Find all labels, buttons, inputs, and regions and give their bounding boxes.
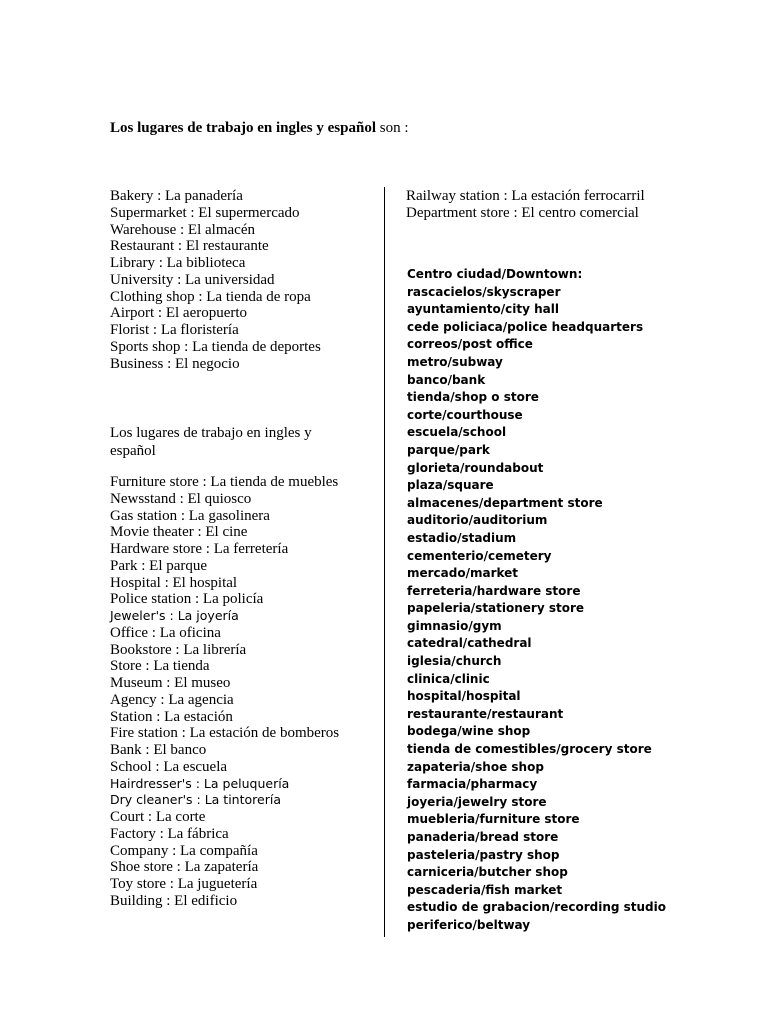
vocab-translation: La peluquería [203, 775, 290, 791]
vocab-item: Bakery : La panadería [110, 188, 243, 204]
vocab-item: Museum : El museo [110, 675, 231, 691]
left-vocab-list-2 [110, 474, 375, 910]
right-vocab-list-top [406, 188, 645, 222]
vocab-item: Shoe store : La zapatería [110, 859, 259, 876]
vocab-item: Park : El parque [110, 557, 208, 574]
vocab-item: clinica/clinic [407, 671, 490, 686]
vocab-item [110, 776, 375, 793]
vocab-item: cede policiaca/police headquarters [407, 319, 644, 334]
vocab-term: Dry cleaner's : [110, 792, 205, 808]
document-heading [110, 120, 409, 137]
vocab-item: auditorio/auditorium [407, 513, 548, 528]
vocab-item: muebleria/furniture store [407, 812, 580, 827]
vocab-item: carniceria/butcher shop [407, 865, 568, 880]
vocab-item: bodega/wine shop [407, 724, 531, 739]
vocab-item: cementerio/cemetery [407, 548, 552, 563]
vocab-item: metro/subway [407, 354, 503, 369]
vocab-item: Bank : El banco [110, 742, 207, 758]
vocab-item: School : La escuela [110, 758, 228, 775]
vocab-item: Agency : La agencia [110, 691, 234, 708]
vocab-item: Library : La biblioteca [110, 255, 246, 271]
vocab-item: corte/courthouse [407, 407, 523, 422]
vocab-item: almacenes/department store [407, 495, 603, 510]
vocab-item: Court : La corte [110, 809, 206, 825]
vocab-item: escuela/school [407, 425, 507, 440]
vocab-item: University : La universidad [110, 271, 275, 288]
vocab-item: iglesia/church [407, 654, 502, 669]
vocab-item: Railway station : La estación ferrocarril [406, 188, 645, 204]
vocab-item: Supermarket : El supermercado [110, 204, 300, 221]
vocab-item: correos/post office [407, 337, 533, 352]
vocab-item: Fire station : La estación de bomberos [110, 725, 340, 742]
vocab-item: joyeria/jewelry store [407, 794, 547, 809]
vocab-item: Centro ciudad/Downtown: [407, 267, 583, 281]
vocab-item: Store : La tienda [110, 658, 210, 675]
vocab-item: Police station : La policía [110, 591, 264, 608]
heading-bold: Los lugares de trabajo en ingles y español [110, 120, 376, 136]
vocab-item: Gas station : La gasolinera [110, 507, 270, 524]
vocab-item: Warehouse : El almacén [110, 221, 255, 238]
vocab-item: zapateria/shoe shop [407, 759, 544, 774]
vocab-item: Factory : La fábrica [110, 825, 229, 842]
vocab-item: ferreteria/hardware store [407, 583, 581, 598]
vocab-item: Newsstand : El quiosco [110, 490, 252, 507]
vocab-item: ayuntamiento/city hall [407, 302, 559, 317]
vocab-item [110, 792, 375, 809]
vocab-item: tienda/shop o store [407, 390, 539, 405]
column-divider [384, 187, 385, 937]
vocab-item: estudio de grabacion/recording studio [407, 900, 666, 915]
vocab-item: Department store : El centro comercial [406, 205, 639, 221]
vocab-item: pescaderia/fish market [407, 882, 563, 897]
vocab-item: farmacia/pharmacy [407, 777, 538, 792]
vocab-item: Bookstore : La librería [110, 641, 247, 658]
vocab-item: mercado/market [407, 566, 519, 581]
vocab-term: Hairdresser's : [110, 775, 204, 791]
vocab-item: Sports shop : La tienda de deportes [110, 338, 321, 355]
vocab-item: estadio/stadium [407, 530, 517, 545]
vocab-item: Station : La estación [110, 708, 233, 725]
left-vocab-list-1 [110, 188, 375, 372]
vocab-item: Business : El negocio [110, 355, 240, 372]
vocab-item: Furniture store : La tienda de muebles [110, 474, 339, 490]
vocab-item: glorieta/roundabout [407, 460, 544, 475]
vocab-item: Company : La compañía [110, 842, 258, 859]
vocab-item: Jeweler's : La joyería [110, 608, 239, 623]
vocab-item: parque/park [407, 442, 490, 457]
vocab-item: banco/bank [407, 372, 486, 387]
vocab-item: Hospital : El hospital [110, 574, 238, 591]
vocab-item: restaurante/restaurant [407, 706, 564, 721]
vocab-item: rascacielos/skyscraper [407, 284, 561, 299]
vocab-item: Hardware store : La ferretería [110, 541, 289, 557]
vocab-item: Toy store : La juguetería [110, 876, 258, 892]
vocab-item: hospital/hospital [407, 689, 521, 704]
vocab-item: tienda de comestibles/grocery store [407, 742, 652, 757]
vocab-item: Restaurant : El restaurante [110, 238, 269, 255]
vocab-item: catedral/cathedral [407, 636, 532, 651]
heading-rest: son : [376, 120, 409, 136]
vocab-item: Building : El edificio [110, 892, 238, 909]
vocab-item: Airport : El aeropuerto [110, 305, 248, 322]
vocab-item: Movie theater : El cine [110, 524, 248, 541]
vocab-item: pasteleria/pastry shop [407, 847, 560, 862]
vocab-item: Florist : La floristería [110, 322, 239, 338]
vocab-item: periferico/beltway [407, 917, 531, 932]
vocab-item: Office : La oficina [110, 624, 221, 641]
vocab-item: papeleria/stationery store [407, 601, 585, 616]
vocab-item: panaderia/bread store [407, 830, 559, 844]
vocab-item: plaza/square [407, 478, 494, 493]
vocab-translation: La tintorería [204, 792, 281, 808]
vocab-item: Clothing shop : La tienda de ropa [110, 288, 311, 305]
downtown-vocab-list [407, 266, 666, 935]
left-section-title: Los lugares de trabajo en ingles y español [110, 425, 312, 459]
vocab-item: gimnasio/gym [407, 618, 502, 633]
